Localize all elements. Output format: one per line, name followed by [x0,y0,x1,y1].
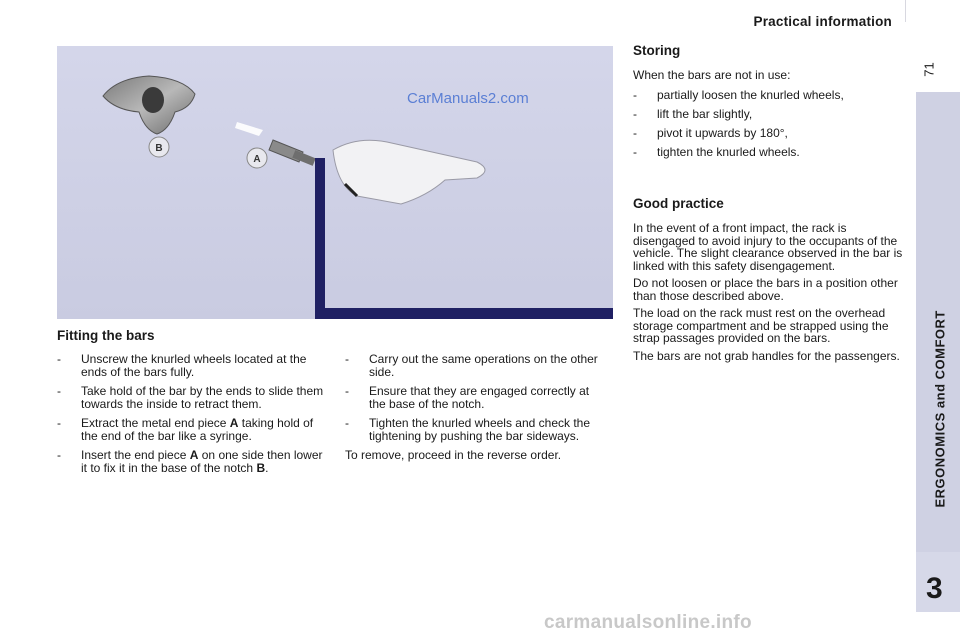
list-item: - partially loosen the knurled wheels, [633,87,844,102]
roof-bar-horizontal [315,308,613,319]
fitting-steps-col1 [57,353,327,481]
chapter-number: 3 [926,572,943,605]
good-practice-section [633,222,903,367]
label-a: A [253,154,261,165]
list-item: - Insert the end piece A on one side then lower it to fix it in the base of the notch B. [57,448,323,475]
good-practice-para: Do not loosen or place the bars in a position other than those described above. [633,276,898,303]
list-item: - lift the bar slightly, [633,106,753,121]
bracket-notch [142,87,164,113]
header-divider [905,0,906,22]
footer-watermark: carmanualsonline.info [544,612,752,633]
fitting-illustration [57,46,613,319]
list-item: - Extract the metal end piece A taking hold of the end of the bar like a syringe. [57,416,314,443]
roof-bar-vertical [315,158,325,319]
list-item: - Carry out the same operations on the other side. [345,352,598,379]
chapter-title: ERGONOMICS and COMFORT [932,310,948,508]
remove-instructions: To remove, proceed in the reverse order. [345,448,562,462]
page-header-title: Practical information [753,14,892,29]
list-item: - Ensure that they are engaged correctly at the base of the notch. [345,384,590,411]
list-item: - Unscrew the knurled wheels located at the ends of the bars fully. [57,352,307,379]
page-number: 71 [921,62,937,77]
good-practice-para: The load on the rack must rest on the overhead storage compartment and be strapped using the strap passages provided on the bars. [633,306,889,345]
list-item: - Take hold of the bar by the ends to slide them towards the inside to retract them. [57,384,324,411]
storing-title: Storing [633,43,681,58]
watermark: CarManuals2.com [407,90,529,107]
label-b: B [155,143,163,154]
good-practice-title: Good practice [633,196,724,211]
good-practice-para: The bars are not grab handles for the passengers. [633,348,900,363]
list-item: - tighten the knurled wheels. [633,144,800,159]
list-item: - pivot it upwards by 180°, [633,125,788,140]
list-item: - Tighten the knurled wheels and check the tightening by pushing the bar sideways. [345,416,591,443]
fitting-title: Fitting the bars [57,328,155,343]
roof-bar-diagram [57,46,613,319]
storing-section [633,69,903,165]
storing-intro: When the bars are not in use: [633,68,791,82]
good-practice-para: In the event of a front impact, the rack is disengaged to avoid injury to the occupants of the vehicle. The slight clearance observed in the bar is linked with this safety disengagement. [633,221,903,273]
fitting-steps-col2 [345,353,607,467]
